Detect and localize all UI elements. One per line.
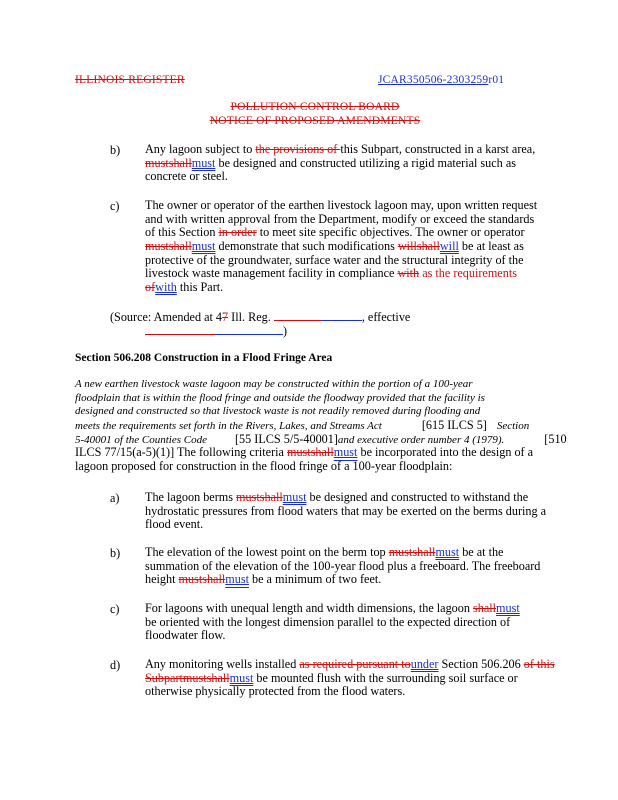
para-b-label: b) [110, 143, 121, 157]
para-b-text: Any lagoon subject to the provisions of this Subpart, constructed in a karst area, mustshallmust be designed and constructed utilizing a rigid material such as concrete or steel. [145, 142, 536, 184]
item-c-label: c) [110, 602, 120, 616]
item-d-label: d) [110, 658, 121, 672]
statute-text: A new earthen livestock waste lagoon may be constructed within the portion of a 100-year floodplain that is within the flood fringe and outside the floodway provided that the facility is designed and constructed so that livestock waste is not readily removed during flooding and meets the requirements set forth in the Rivers, Lakes, and Streams Act [615 ILCS 5] Section 5-40001 of the Counties Code [55 ILCS 5/5-40001]and executive order number 4 (1979). [510 ILCS 77/15(a-5)(1)] The following criteria mustshallmust be incorporated into the design of a lagoon proposed for construction in the flood fringe of a 100-year floodplain: [75, 378, 567, 474]
item-c-text: For lagoons with unequal length and width dimensions, the lagoon shallmust be oriented with the longest dimension parallel to the expected direction of floodwater flow. [145, 601, 520, 643]
board-name: POLLUTION CONTROL BOARD [230, 101, 400, 113]
register-title: ILLINOIS REGISTER [75, 74, 185, 86]
item-b-label: b) [110, 546, 121, 560]
section-heading: Section 506.208 Construction in a Flood Fringe Area [75, 352, 333, 364]
item-d-text: Any monitoring wells installed as required pursuant tounder Section 506.206 of this Subpartmustshallmust be mounted flush with the surrounding soil surface or otherwise physically protected from the flood waters. [145, 657, 555, 699]
source-close: ) [145, 324, 287, 338]
jcar-code: JCAR350506-2303259r01 [378, 74, 505, 86]
item-a-label: a) [110, 491, 120, 505]
para-c-label: c) [110, 199, 120, 213]
item-a-text: The lagoon berms mustshallmust be designed and constructed to withstand the hydrostatic pressures from flood waters that may be exerted on the berms during a flood event. [145, 490, 547, 532]
notice-title: NOTICE OF PROPOSED AMENDMENTS [209, 115, 421, 127]
para-c-text: The owner or operator of the earthen livestock lagoon may, upon written request and with written approval from the Department, modify or exceed the standards of this Section in order to meet site specific objectives. The owner or operator mustshallmust demonstrate that such modifications willshallwill be at least as protective of the groundwater, surface water and the structural integrity of the livestock waste management facility in compliance with as the requirements ofwith this Part. [145, 198, 538, 295]
source-note: (Source: Amended at 47 Ill. Reg. , effective [110, 310, 411, 324]
item-b-text: The elevation of the lowest point on the berm top mustshallmust be at the summation of the elevation of the 100-year flood plus a freeboard. The freeboard height mustshallmust be a minimum of two feet. [145, 545, 541, 587]
